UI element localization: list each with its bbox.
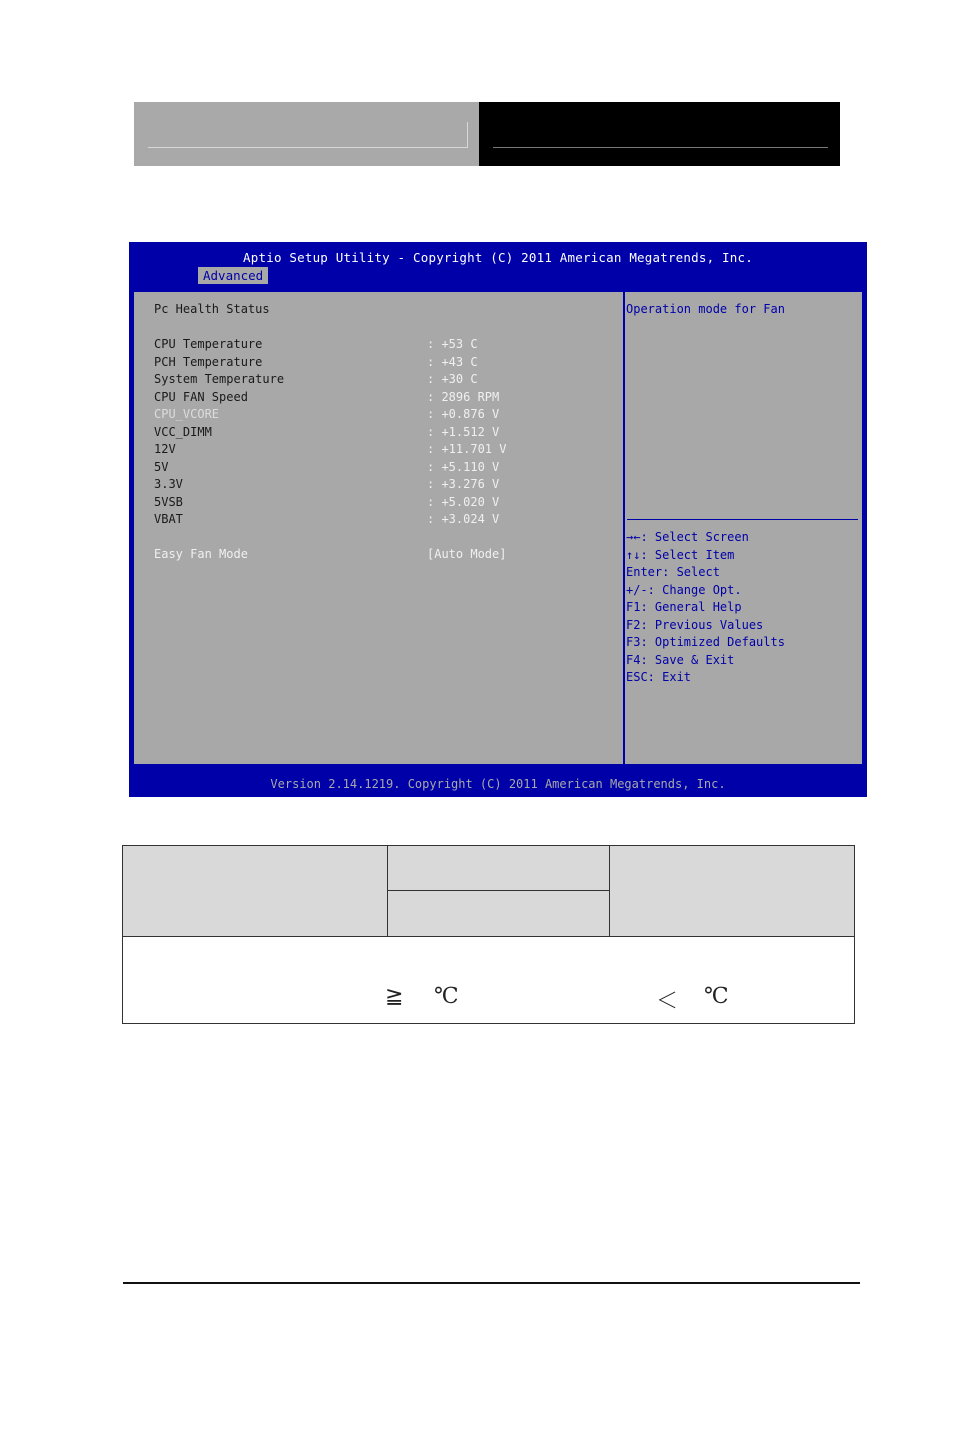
celsius-symbol: ℃ bbox=[704, 984, 729, 1009]
reading-label: CPU_VCORE bbox=[154, 407, 220, 421]
easy-fan-mode-value[interactable]: [Auto Mode] bbox=[427, 547, 507, 561]
key-hint: ↑↓: Select Item bbox=[626, 547, 735, 562]
reading-value: : +53 C bbox=[427, 337, 478, 351]
reading-value: : +43 C bbox=[427, 354, 478, 369]
reading-value: : +30 C bbox=[427, 372, 478, 386]
options-table bbox=[122, 845, 855, 1024]
reading-label: CPU Temperature bbox=[154, 337, 263, 351]
tab-advanced[interactable]: Advanced bbox=[198, 267, 268, 284]
greater-equal-symbol: ≧ bbox=[385, 984, 404, 1009]
key-hint: →←: Select Screen bbox=[626, 530, 749, 544]
bios-footer: Version 2.14.1219. Copyright (C) 2011 American Megatrends, Inc. bbox=[129, 770, 867, 797]
easy-fan-mode-label[interactable]: Easy Fan Mode bbox=[154, 547, 248, 561]
key-hint: +/-: Change Opt. bbox=[626, 582, 742, 597]
reading-value: : +0.876 V bbox=[427, 407, 500, 421]
header-left-block bbox=[134, 102, 479, 166]
reading-label: VBAT bbox=[154, 512, 183, 526]
bios-title: Aptio Setup Utility - Copyright (C) 2011 American Megatrends, Inc. bbox=[243, 250, 753, 265]
reading-label: PCH Temperature bbox=[154, 354, 263, 369]
header-right-rule bbox=[493, 147, 828, 148]
section-title: Pc Health Status bbox=[154, 302, 270, 316]
reading-label: System Temperature bbox=[154, 372, 285, 386]
key-hint: ESC: Exit bbox=[626, 670, 692, 684]
key-hint: F1: General Help bbox=[626, 600, 742, 614]
table-column-divider bbox=[387, 846, 388, 936]
celsius-symbol: ℃ bbox=[434, 984, 459, 1009]
key-hint: F3: Optimized Defaults bbox=[626, 635, 785, 649]
reading-value: : +5.020 V bbox=[427, 494, 500, 509]
help-separator bbox=[627, 519, 858, 520]
reading-value: : +5.110 V bbox=[427, 459, 500, 474]
page-bottom-rule bbox=[123, 1282, 860, 1284]
reading-label: 12V bbox=[154, 442, 176, 456]
table-column-divider bbox=[609, 846, 610, 936]
reading-value: : +3.024 V bbox=[427, 512, 500, 526]
reading-value: : +1.512 V bbox=[427, 424, 500, 439]
header-left-rule bbox=[148, 147, 468, 148]
bios-main-panel bbox=[132, 290, 864, 766]
reading-label: CPU FAN Speed bbox=[154, 389, 248, 404]
table-subcell-divider bbox=[387, 890, 610, 891]
reading-label: 5V bbox=[154, 459, 169, 474]
key-hint: Enter: Select bbox=[626, 565, 720, 579]
reading-label: 3.3V bbox=[154, 477, 183, 491]
bios-screen bbox=[129, 242, 867, 797]
reading-label: 5VSB bbox=[154, 494, 183, 509]
reading-label: VCC_DIMM bbox=[154, 424, 212, 439]
less-than-symbol: ＜ bbox=[656, 989, 679, 1014]
key-hint: F4: Save & Exit bbox=[626, 652, 735, 667]
panel-divider bbox=[623, 292, 625, 764]
reading-value: : +11.701 V bbox=[427, 442, 507, 456]
reading-value: : +3.276 V bbox=[427, 477, 500, 491]
header-right-block bbox=[479, 102, 840, 166]
table-header-row bbox=[123, 846, 854, 937]
help-description: Operation mode for Fan bbox=[626, 302, 785, 316]
key-hint: F2: Previous Values bbox=[626, 617, 764, 632]
reading-value: : 2896 RPM bbox=[427, 389, 500, 404]
header-left-tick bbox=[467, 122, 468, 148]
